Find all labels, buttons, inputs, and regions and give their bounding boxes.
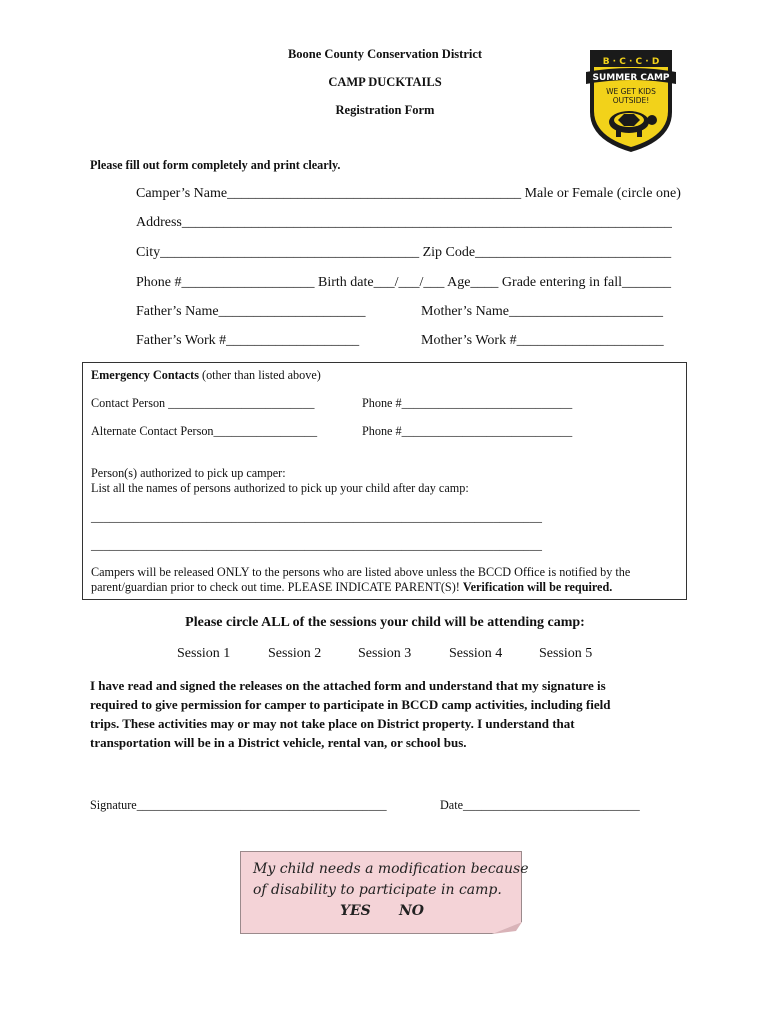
session-3[interactable]: Session 3 <box>358 646 412 661</box>
page-curl-icon <box>492 922 522 934</box>
session-5[interactable]: Session 5 <box>539 646 593 661</box>
alternate-person-field[interactable]: Alternate Contact Person_________________ <box>91 424 318 438</box>
address-field[interactable]: Address______________________________________________________________________ <box>136 215 672 230</box>
modification-note-line-2: of disability to participate in camp. <box>253 882 502 898</box>
session-4[interactable]: Session 4 <box>449 646 503 661</box>
logo-tagline-2: OUTSIDE! <box>612 96 650 105</box>
session-1[interactable]: Session 1 <box>177 646 231 661</box>
release-policy-text: parent/guardian prior to check out time. PLEASE INDICATE PARENT(S)! <box>91 580 463 594</box>
contact-person-field[interactable]: Contact Person ________________________ <box>91 396 315 410</box>
emergency-title <box>91 368 321 383</box>
mother-work-field[interactable]: Mother’s Work #_____________________ <box>421 333 664 348</box>
session-2[interactable]: Session 2 <box>268 646 322 661</box>
mother-name-field[interactable]: Mother’s Name______________________ <box>421 304 663 319</box>
org-name: Boone County Conservation District <box>287 47 483 61</box>
instructions: Please fill out form completely and print clearly. <box>90 158 341 172</box>
release-statement-line-1: I have read and signed the releases on the attached form and understand that my signature is <box>90 678 606 693</box>
modification-note-line-1: My child needs a modification because <box>253 861 529 877</box>
release-statement-line-3: trips. These activities may or may not take place on District property. I understand that <box>90 716 575 731</box>
logo-banner-text: SUMMER CAMP <box>592 73 670 83</box>
contact-phone-field[interactable]: Phone #____________________________ <box>362 396 573 410</box>
form-title: Registration Form <box>335 103 435 117</box>
release-statement-line-2: required to give permission for camper to participate in BCCD camp activities, including field <box>90 697 611 712</box>
sessions-title: Please circle ALL of the sessions your child will be attending camp: <box>185 615 585 630</box>
bccd-summer-camp-logo <box>582 48 680 154</box>
release-policy-line-1: Campers will be released ONLY to the persons who are listed above unless the BCCD Office is notified by the <box>91 565 631 579</box>
authorized-blank-line-2[interactable]: __________________________________________________________________________ <box>91 538 542 552</box>
emergency-title-rest: (other than listed above) <box>198 368 321 382</box>
authorized-blank-line-1[interactable]: __________________________________________________________________________ <box>91 510 542 524</box>
phone-birthdate-field[interactable]: Phone #___________________ Birth date___/___/___ Age____ Grade entering in fall_______ <box>136 275 672 290</box>
date-field[interactable]: Date_____________________________ <box>440 798 640 812</box>
city-zip-field[interactable]: City_____________________________________ Zip Code____________________________ <box>136 245 672 260</box>
camper-name-field[interactable]: Camper’s Name__________________________________________ Male or Female (circle one) <box>136 186 681 201</box>
release-statement-line-4: transportation will be in a District vehicle, rental van, or school bus. <box>90 735 467 750</box>
modification-yes-option[interactable]: YES <box>340 903 371 919</box>
authorized-instructions: List all the names of persons authorized to pick up your child after day camp: <box>91 481 469 495</box>
logo-tagline-1: WE GET KIDS <box>606 87 656 96</box>
logo-top-text: B · C · C · D <box>602 57 660 67</box>
release-policy-line-2 <box>91 580 612 595</box>
alternate-phone-field[interactable]: Phone #____________________________ <box>362 424 573 438</box>
camp-title: CAMP DUCKTAILS <box>328 75 442 89</box>
signature-field[interactable]: Signature_________________________________________ <box>90 798 387 812</box>
father-work-field[interactable]: Father’s Work #___________________ <box>136 333 360 348</box>
verification-required: Verification will be required. <box>462 580 613 594</box>
emergency-title-bold: Emergency Contacts <box>91 368 199 382</box>
authorized-heading: Person(s) authorized to pick up camper: <box>91 466 286 480</box>
modification-no-option[interactable]: NO <box>399 903 424 919</box>
father-name-field[interactable]: Father’s Name_____________________ <box>136 304 366 319</box>
